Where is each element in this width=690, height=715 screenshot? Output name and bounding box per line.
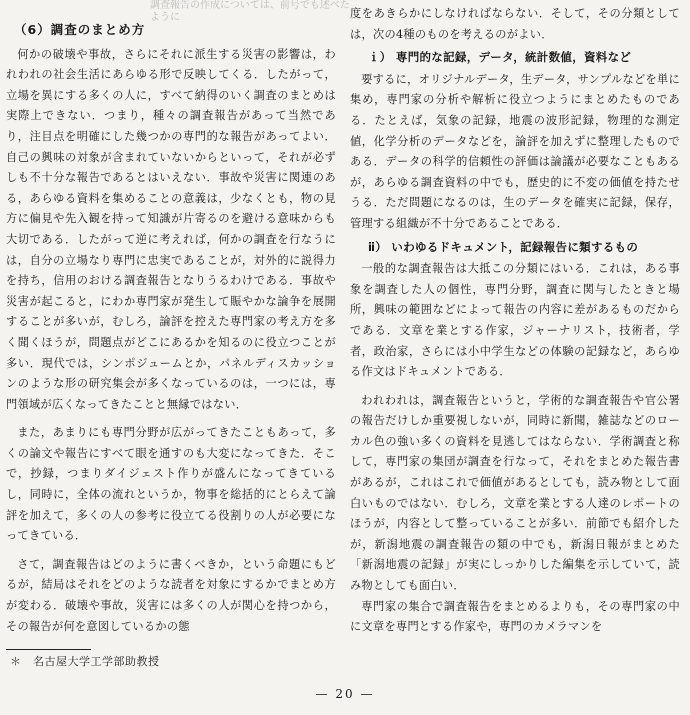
subheading-2: ⅱ） いわゆるドキュメント，記録報告に類するもの	[368, 239, 639, 254]
right-column	[350, 4, 680, 638]
paragraph: 要するに，オリジナルデータ，生データ，サンプルなどを単に集め，専門家の分析や解析に役立つようにまとめたものである．たとえば，気象の記録，地震の波形記録，物理的な測定値，化学分析のデータなどを，論評を加えずに整理したものである．データの科学的信頼性の評価は論議が必要なこともあるが，あらゆる調査資料の中でも，歴史的に不変の価値を持たせうる．ただ問題になるのは，生のデータを確実に記録，保存，管理する組織が不十分であることである．	[350, 72, 680, 230]
section-heading: （6）調査のまとめ方	[14, 22, 146, 37]
paragraph: 度をあきらかにしなければならない．そして，その分類としては，次の4種のものを考えるのがよい．	[350, 7, 680, 41]
subheading-1: ｉ） 専門的な記録，データ，統計数値，資料など	[368, 50, 632, 65]
paragraph: 専門家の集合で調査報告をまとめるよりも，その専門家の中に文章を専門とする作家や，専門のカメラマンを	[350, 599, 680, 634]
bleed-through-text: 調査報告の作成については、前号でも述べたように	[150, 0, 350, 23]
paragraph: さて，調査報告はどのように書くべきか，という命題にもどるが，結局はそれをどのような読者を対象にするかでまとめ方が変わる．破壊や事故，災害には多くの人が関心を持つから，その報告が何を意図しているかの態	[6, 557, 336, 633]
left-column	[6, 20, 336, 637]
paragraph: また，あまりにも専門分野が広がってきたこともあって，多くの論文や報告にすべて眼を通すのも大変になってきた．そこで，抄録，つまりダイジェスト作りが盛んになってきているし，同時に，全体の流れというか，物事を総括的にとらえて論評を加えて，多くの人の参考に役立てる役割りの人が必要になってきている．	[6, 426, 336, 543]
paragraph: われわれは，調査報告というと，学術的な調査報告や官公署の報告だけしか重要視しないが，同時に新聞，雑誌などのローカル色の強い多くの資料を見逃してはならない．学術調査と称して，専門家の集団が調査を行なって，それをまとめた報告書があるが，これはこれで価値があるとしても，読み物として面白いものではない．むしろ，文章を業とする人達のレポートのほうが，内容として整っていることが多い．前節でも紹介したが，新潟地震の調査報告の類の中でも，新潟日報がまとめた「新潟地震の記録」が実にしっかりした編集を示していて，読み物としても面白い．	[350, 393, 680, 593]
paragraph: 一般的な調査報告は大抵この分類にはいる．これは，ある事象を調査した人の個性，専門分野，調査に関与したときと場所，興味の範囲などによって報告の内容に差があるものだからである．文章を業とする作家，ジャーナリスト，技術者，学者，政治家，さらには小中学生などの体験の記録など，あらゆる作文はドキュメントである．	[350, 262, 680, 379]
footnote-rule	[6, 649, 91, 650]
footnote: ＊ 名古屋大学工学部助教授	[10, 655, 160, 668]
page-number: — 20 —	[315, 687, 375, 701]
paragraph: 何かの破壊や事故，さらにそれに派生する災害の影響は，われわれの社会生活にあらゆる形で反映してくる．したがって，立場を異にする多くの人に，すべて納得のいく調査のまとめは実際上できない．つまり，種々の調査報告があって当然であり，注目点を明確にした幾つかの専門的な報告があってよい．自己の興味の対象が含まれていないからといって，それが必ずしも不十分な報告であるとはいえない．事故や災害に関連のある，あらゆる資料を集めることの意義は，少なくとも，物の見方に偏見や先入観を持って知識が片寄るのを避ける意味からも大切である．したがって逆に考えれば，何かの調査を行なうには，自分の立場なり専門に忠実であることが，対外的に説得力を持ち，信用のおける調査報告となりうるわけである．事故や災害が起こると，にわか専門家が発生して賑やかな論争を展開することが多いが，むしろ，論評を控えた専門家の考え方を多く聞くほうが，問題点がどこにあるかを知るのに役立つことが多い．現代では，シンポジュームとか，パネルディスカッションのような形の研究集会が多くなっているのは，一つには，専門領域が広くなってきたことと無縁ではない．	[6, 47, 336, 411]
